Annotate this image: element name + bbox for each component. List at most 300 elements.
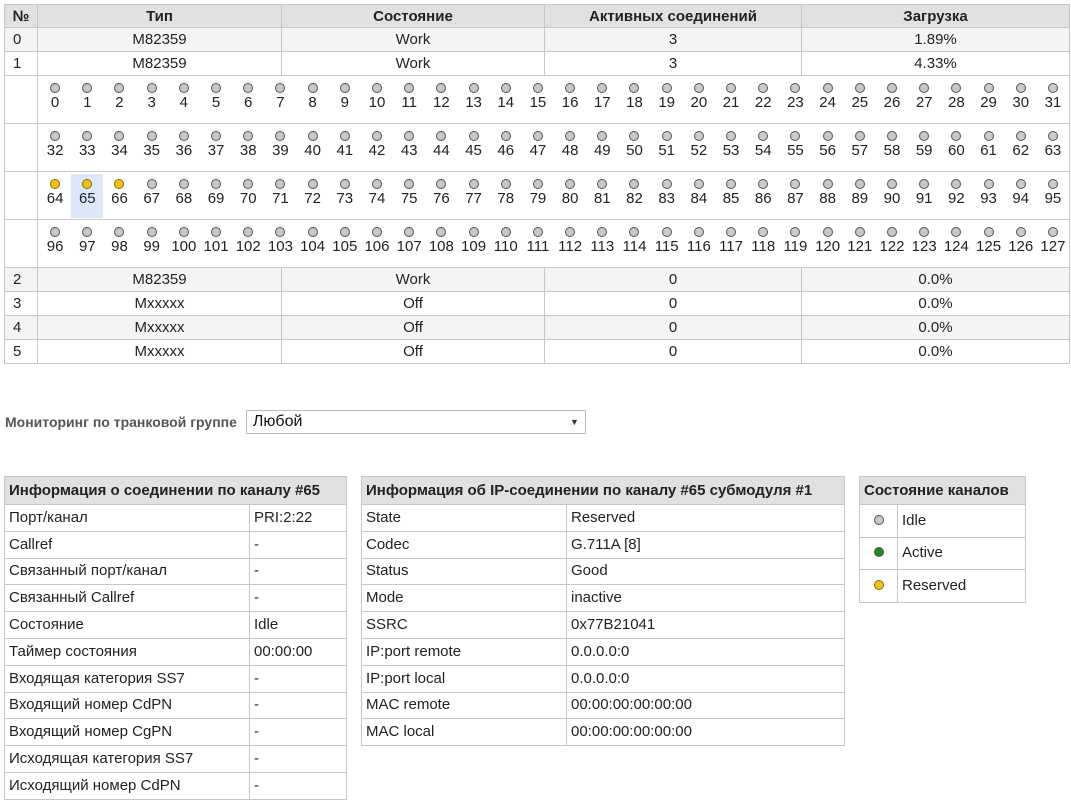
channel-27[interactable]: [908, 78, 940, 122]
channel-number: 9: [340, 93, 349, 111]
channel-115[interactable]: [651, 222, 683, 266]
channel-51[interactable]: [651, 126, 683, 170]
module-number: 4: [5, 316, 38, 340]
grey-dot-icon: [179, 179, 189, 189]
connection-info-value: -: [250, 772, 347, 799]
channel-12[interactable]: [425, 78, 457, 122]
channel-number: 121: [847, 237, 873, 255]
grey-dot-icon: [855, 179, 865, 189]
channel-87[interactable]: [779, 174, 811, 218]
channel-17[interactable]: [586, 78, 618, 122]
channel-number: 87: [787, 189, 804, 207]
channel-24[interactable]: [812, 78, 844, 122]
grey-dot-icon: [874, 515, 884, 525]
channel-number: 50: [626, 141, 643, 159]
module-row[interactable]: [5, 316, 1070, 340]
channel-114[interactable]: [618, 222, 650, 266]
connection-info-row: [5, 505, 347, 532]
channel-number: 54: [754, 141, 772, 159]
channel-63[interactable]: [1037, 126, 1069, 170]
channel-126[interactable]: [1005, 222, 1037, 266]
channel-110[interactable]: [490, 222, 522, 266]
channel-4[interactable]: [168, 78, 200, 122]
channel-number: 44: [433, 141, 450, 159]
channel-80[interactable]: [554, 174, 586, 218]
channel-number: 53: [722, 141, 740, 159]
monitoring-label: Мониторинг по транковой группе: [5, 414, 237, 430]
grey-dot-icon: [114, 227, 124, 237]
connection-info-row: [5, 665, 347, 692]
connection-info-row: [5, 531, 347, 558]
channel-47[interactable]: [522, 126, 554, 170]
connection-info-row: [5, 612, 347, 639]
channel-grid-row: [5, 220, 1070, 268]
grey-dot-icon: [984, 83, 994, 93]
channel-52[interactable]: [683, 126, 715, 170]
grey-dot-icon: [565, 83, 575, 93]
grey-dot-icon: [887, 179, 897, 189]
channel-98[interactable]: [103, 222, 135, 266]
channel-number: 69: [207, 189, 225, 207]
channel-90[interactable]: [876, 174, 908, 218]
grey-dot-icon: [436, 179, 446, 189]
channel-91[interactable]: [908, 174, 940, 218]
connection-info-key: Состояние: [5, 612, 250, 639]
grey-dot-icon: [919, 179, 929, 189]
channel-101[interactable]: [200, 222, 232, 266]
channel-127[interactable]: [1037, 222, 1069, 266]
channel-number: 91: [915, 189, 933, 207]
connection-info-value: 00:00:00: [250, 638, 347, 665]
channel-72[interactable]: [297, 174, 329, 218]
ip-info-row: [362, 505, 845, 532]
green-dot-icon: [874, 547, 884, 557]
grey-dot-icon: [984, 227, 994, 237]
channel-79[interactable]: [522, 174, 554, 218]
channel-number: 86: [754, 189, 772, 207]
grey-dot-icon: [114, 131, 124, 141]
ip-info-key: Mode: [362, 585, 567, 612]
channel-21[interactable]: [715, 78, 747, 122]
connection-info-title: Информация о соединении по каналу #65: [5, 477, 347, 505]
channel-grid-spacer: [5, 76, 38, 124]
module-type: Mxxxxx: [38, 316, 282, 340]
channel-25[interactable]: [844, 78, 876, 122]
grey-dot-icon: [179, 131, 189, 141]
channel-54[interactable]: [747, 126, 779, 170]
channel-40[interactable]: [297, 126, 329, 170]
channel-number: 102: [235, 237, 261, 255]
channel-42[interactable]: [361, 126, 393, 170]
channel-67[interactable]: [136, 174, 168, 218]
channel-number: 100: [171, 237, 197, 255]
col-header-active-connections: Активных соединений: [545, 5, 802, 28]
channel-113[interactable]: [586, 222, 618, 266]
channel-number: 66: [111, 189, 128, 207]
channel-78[interactable]: [490, 174, 522, 218]
channel-82[interactable]: [618, 174, 650, 218]
grey-dot-icon: [1016, 83, 1026, 93]
legend-label: Reserved: [898, 570, 1026, 603]
channel-108[interactable]: [425, 222, 457, 266]
channel-9[interactable]: [329, 78, 361, 122]
channel-19[interactable]: [651, 78, 683, 122]
channel-0[interactable]: [39, 78, 71, 122]
channel-23[interactable]: [779, 78, 811, 122]
ip-info-key: IP:port remote: [362, 638, 567, 665]
grey-dot-icon: [790, 179, 800, 189]
grey-dot-icon: [372, 179, 382, 189]
channel-81[interactable]: [586, 174, 618, 218]
grey-dot-icon: [404, 83, 414, 93]
channel-grid-spacer: [5, 124, 38, 172]
connection-info-row: [5, 558, 347, 585]
channel-2[interactable]: [103, 78, 135, 122]
module-type: M82359: [38, 52, 282, 76]
channel-10[interactable]: [361, 78, 393, 122]
channel-53[interactable]: [715, 126, 747, 170]
channel-number: 51: [658, 141, 675, 159]
channel-86[interactable]: [747, 174, 779, 218]
channel-30[interactable]: [1005, 78, 1037, 122]
channel-number: 112: [558, 237, 583, 255]
channel-1[interactable]: [71, 78, 103, 122]
channel-89[interactable]: [844, 174, 876, 218]
grey-dot-icon: [469, 131, 479, 141]
channel-109[interactable]: [457, 222, 489, 266]
channel-95[interactable]: [1037, 174, 1069, 218]
channel-94[interactable]: [1005, 174, 1037, 218]
channel-number: 61: [980, 141, 997, 159]
grey-dot-icon: [1048, 227, 1058, 237]
channel-66[interactable]: [103, 174, 135, 218]
channel-116[interactable]: [683, 222, 715, 266]
channel-number: 55: [787, 141, 804, 159]
channel-58[interactable]: [876, 126, 908, 170]
channel-61[interactable]: [972, 126, 1004, 170]
grey-dot-icon: [533, 83, 543, 93]
channel-number: 31: [1044, 93, 1062, 111]
channel-75[interactable]: [393, 174, 425, 218]
channel-43[interactable]: [393, 126, 425, 170]
channel-119[interactable]: [779, 222, 811, 266]
channel-number: 13: [465, 93, 482, 111]
channel-44[interactable]: [425, 126, 457, 170]
channel-number: 99: [143, 237, 160, 255]
channel-59[interactable]: [908, 126, 940, 170]
channel-grid-cells: [38, 172, 1070, 220]
channel-number: 98: [111, 237, 128, 255]
channel-number: 113: [590, 237, 615, 255]
grey-dot-icon: [823, 227, 833, 237]
channel-74[interactable]: [361, 174, 393, 218]
channel-number: 97: [78, 237, 96, 255]
channel-number: 103: [267, 237, 293, 255]
channel-number: 105: [332, 237, 358, 255]
channel-number: 111: [526, 237, 550, 255]
channel-number: 26: [883, 93, 901, 111]
channel-124[interactable]: [940, 222, 972, 266]
channel-123[interactable]: [908, 222, 940, 266]
ip-info-key: SSRC: [362, 612, 567, 639]
channel-number: 82: [626, 189, 643, 207]
grey-dot-icon: [597, 179, 607, 189]
legend-row: [860, 505, 1026, 538]
channel-71[interactable]: [264, 174, 296, 218]
channel-cells: [38, 126, 1069, 170]
legend-title: Состояние каналов: [860, 477, 1026, 505]
col-header-number: №: [5, 5, 38, 28]
channel-49[interactable]: [586, 126, 618, 170]
grey-dot-icon: [501, 131, 511, 141]
grey-dot-icon: [951, 131, 961, 141]
channel-3[interactable]: [136, 78, 168, 122]
channel-65[interactable]: [71, 174, 103, 218]
channel-number: 58: [883, 141, 901, 159]
trunk-group-select-value: Любой: [252, 413, 303, 430]
grey-dot-icon: [501, 227, 511, 237]
channel-number: 125: [976, 237, 1002, 255]
grey-dot-icon: [501, 83, 511, 93]
grey-dot-icon: [823, 179, 833, 189]
ip-info-row: [362, 531, 845, 558]
channel-number: 29: [980, 93, 997, 111]
ip-info-title: Информация об IP-соединении по каналу #65 субмодуля #1: [362, 477, 845, 505]
channel-31[interactable]: [1037, 78, 1069, 122]
channel-107[interactable]: [393, 222, 425, 266]
channel-number: 47: [529, 141, 547, 159]
channel-28[interactable]: [940, 78, 972, 122]
channel-56[interactable]: [812, 126, 844, 170]
grey-dot-icon: [533, 179, 543, 189]
module-load: 0.0%: [802, 268, 1070, 292]
channel-36[interactable]: [168, 126, 200, 170]
channel-number: 34: [111, 141, 128, 159]
channel-number: 0: [50, 93, 60, 111]
module-load: 1.89%: [802, 28, 1070, 52]
channel-122[interactable]: [876, 222, 908, 266]
channel-76[interactable]: [425, 174, 457, 218]
channel-104[interactable]: [297, 222, 329, 266]
channel-number: 67: [143, 189, 160, 207]
channel-18[interactable]: [618, 78, 650, 122]
col-header-type: Тип: [38, 5, 282, 28]
channel-number: 5: [211, 93, 221, 111]
channel-number: 16: [561, 93, 579, 111]
channel-number: 42: [368, 141, 386, 159]
grey-dot-icon: [243, 131, 253, 141]
channel-100[interactable]: [168, 222, 200, 266]
channel-99[interactable]: [136, 222, 168, 266]
channel-57[interactable]: [844, 126, 876, 170]
channel-number: 119: [783, 237, 808, 255]
module-row[interactable]: [5, 292, 1070, 316]
channel-7[interactable]: [264, 78, 296, 122]
module-row[interactable]: [5, 268, 1070, 292]
channel-55[interactable]: [779, 126, 811, 170]
ip-info-row: [362, 585, 845, 612]
channel-22[interactable]: [747, 78, 779, 122]
grey-dot-icon: [50, 227, 60, 237]
channel-111[interactable]: [522, 222, 554, 266]
module-number: 0: [5, 28, 38, 52]
channel-14[interactable]: [490, 78, 522, 122]
connection-info-table: [4, 476, 347, 800]
channel-62[interactable]: [1005, 126, 1037, 170]
module-type: Mxxxxx: [38, 340, 282, 364]
channel-73[interactable]: [329, 174, 361, 218]
grey-dot-icon: [565, 131, 575, 141]
channel-77[interactable]: [457, 174, 489, 218]
grey-dot-icon: [919, 83, 929, 93]
connection-info-value: -: [250, 585, 347, 612]
yellow-dot-icon: [50, 179, 60, 189]
grey-dot-icon: [629, 131, 639, 141]
channel-121[interactable]: [844, 222, 876, 266]
grey-dot-icon: [887, 83, 897, 93]
channel-26[interactable]: [876, 78, 908, 122]
channel-32[interactable]: [39, 126, 71, 170]
channel-number: 4: [179, 93, 189, 111]
channel-46[interactable]: [490, 126, 522, 170]
connection-info-value: PRI:2:22: [250, 505, 347, 532]
channel-number: 64: [46, 189, 64, 207]
channel-38[interactable]: [232, 126, 264, 170]
channel-96[interactable]: [39, 222, 71, 266]
channel-8[interactable]: [297, 78, 329, 122]
channel-number: 35: [143, 141, 160, 159]
module-active-connections: 0: [545, 340, 802, 364]
channel-number: 72: [304, 189, 321, 207]
ip-info-row: [362, 558, 845, 585]
channel-35[interactable]: [136, 126, 168, 170]
channel-number: 22: [754, 93, 772, 111]
ip-info-row: [362, 665, 845, 692]
channel-105[interactable]: [329, 222, 361, 266]
channel-number: 68: [175, 189, 193, 207]
channel-grid-cells: [38, 124, 1070, 172]
channel-92[interactable]: [940, 174, 972, 218]
modules-header-row: [5, 5, 1070, 28]
grey-dot-icon: [855, 227, 865, 237]
trunk-group-select[interactable]: [246, 410, 586, 434]
channel-97[interactable]: [71, 222, 103, 266]
ip-info-key: Codec: [362, 531, 567, 558]
channel-29[interactable]: [972, 78, 1004, 122]
grey-dot-icon: [726, 131, 736, 141]
channel-number: 108: [428, 237, 454, 255]
channel-39[interactable]: [264, 126, 296, 170]
channel-11[interactable]: [393, 78, 425, 122]
channel-64[interactable]: [39, 174, 71, 218]
module-row[interactable]: [5, 52, 1070, 76]
channel-102[interactable]: [232, 222, 264, 266]
channel-70[interactable]: [232, 174, 264, 218]
channel-68[interactable]: [168, 174, 200, 218]
channel-15[interactable]: [522, 78, 554, 122]
channel-number: 80: [561, 189, 579, 207]
legend-icon-cell: [860, 537, 898, 570]
grey-dot-icon: [50, 131, 60, 141]
channel-number: 56: [819, 141, 836, 159]
connection-info-row: [5, 772, 347, 799]
channel-20[interactable]: [683, 78, 715, 122]
channel-number: 81: [593, 189, 611, 207]
channel-45[interactable]: [457, 126, 489, 170]
channel-48[interactable]: [554, 126, 586, 170]
module-state: Off: [282, 340, 545, 364]
channel-125[interactable]: [972, 222, 1004, 266]
channel-34[interactable]: [103, 126, 135, 170]
channel-60[interactable]: [940, 126, 972, 170]
module-row[interactable]: [5, 340, 1070, 364]
channel-number: 78: [497, 189, 515, 207]
ip-info-value: 00:00:00:00:00:00: [567, 719, 845, 746]
module-load: 0.0%: [802, 340, 1070, 364]
channel-number: 27: [915, 93, 933, 111]
channel-number: 45: [465, 141, 482, 159]
grey-dot-icon: [984, 131, 994, 141]
grey-dot-icon: [790, 83, 800, 93]
channel-6[interactable]: [232, 78, 264, 122]
grey-dot-icon: [501, 179, 511, 189]
channel-41[interactable]: [329, 126, 361, 170]
channel-106[interactable]: [361, 222, 393, 266]
channel-33[interactable]: [71, 126, 103, 170]
channel-93[interactable]: [972, 174, 1004, 218]
grey-dot-icon: [984, 179, 994, 189]
channel-84[interactable]: [683, 174, 715, 218]
channel-number: 38: [239, 141, 257, 159]
channel-120[interactable]: [812, 222, 844, 266]
channel-88[interactable]: [812, 174, 844, 218]
grey-dot-icon: [919, 131, 929, 141]
module-state: Work: [282, 52, 545, 76]
channel-number: 109: [461, 237, 487, 255]
grey-dot-icon: [372, 131, 382, 141]
channel-13[interactable]: [457, 78, 489, 122]
channel-number: 25: [851, 93, 869, 111]
channel-83[interactable]: [651, 174, 683, 218]
trunk-group-monitoring: [5, 410, 586, 434]
channel-50[interactable]: [618, 126, 650, 170]
grey-dot-icon: [1016, 179, 1026, 189]
ip-info-key: State: [362, 505, 567, 532]
module-row[interactable]: [5, 28, 1070, 52]
channel-number: 104: [300, 237, 326, 255]
channel-117[interactable]: [715, 222, 747, 266]
grey-dot-icon: [694, 131, 704, 141]
channel-118[interactable]: [747, 222, 779, 266]
channel-number: 57: [851, 141, 869, 159]
module-active-connections: 0: [545, 316, 802, 340]
ip-connection-info-table: [361, 476, 845, 746]
channel-85[interactable]: [715, 174, 747, 218]
channel-103[interactable]: [264, 222, 296, 266]
ip-info-key: MAC remote: [362, 692, 567, 719]
grey-dot-icon: [1048, 83, 1058, 93]
channel-number: 28: [948, 93, 965, 111]
module-number: 5: [5, 340, 38, 364]
channel-number: 93: [980, 189, 997, 207]
channel-69[interactable]: [200, 174, 232, 218]
channel-number: 24: [819, 93, 836, 111]
channel-37[interactable]: [200, 126, 232, 170]
channel-16[interactable]: [554, 78, 586, 122]
channel-5[interactable]: [200, 78, 232, 122]
grey-dot-icon: [629, 179, 639, 189]
channel-112[interactable]: [554, 222, 586, 266]
